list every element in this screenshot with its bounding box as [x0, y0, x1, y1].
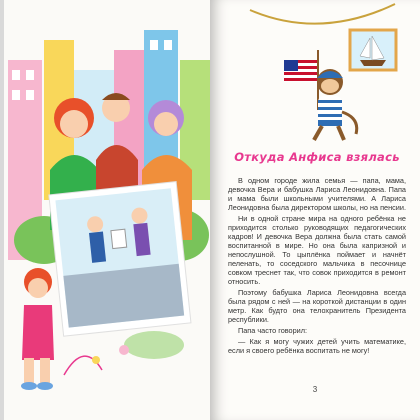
right-page — [210, 0, 420, 420]
page-number: 3 — [312, 385, 318, 394]
paragraph: Поэтому бабушка Лариса Леонидовна всегда была рядом с ней — на короткой дистанции в один метр. Как будто она телохранитель Президента республики. — [228, 288, 406, 324]
monkey-with-flag-illustration — [210, 0, 420, 150]
chapter-title: Откуда Анфиса взялась — [234, 150, 400, 164]
paragraph: Ни в одной стране мира на одного ребёнка не приходится столько руководящих педагогических кадров! И девочка Вера должна была стать самой воспитанной в мире. Но она была капризной и непослушной. То цыплёнка поймает и начнёт пеленать, то соседского мальчика в песочнице совком треснет так, что совок приходится в ремонт относить. — [228, 214, 406, 286]
paragraph: Папа часто говорил: — [238, 326, 308, 335]
family-photo-illustration — [4, 0, 210, 420]
left-page — [4, 0, 210, 420]
paragraph: В одном городе жила семья — папа, мама, девочка Вера и бабушка Лариса Леонидовна. Папа и мама были школьными учителями. А Лариса Леонидовна была директором школы, но на пенсии. — [228, 176, 406, 212]
text-body — [228, 176, 406, 357]
paragraph: — Как я могу чужих детей учить математике, если я своего ребёнка воспитать не могу! — [228, 337, 406, 355]
